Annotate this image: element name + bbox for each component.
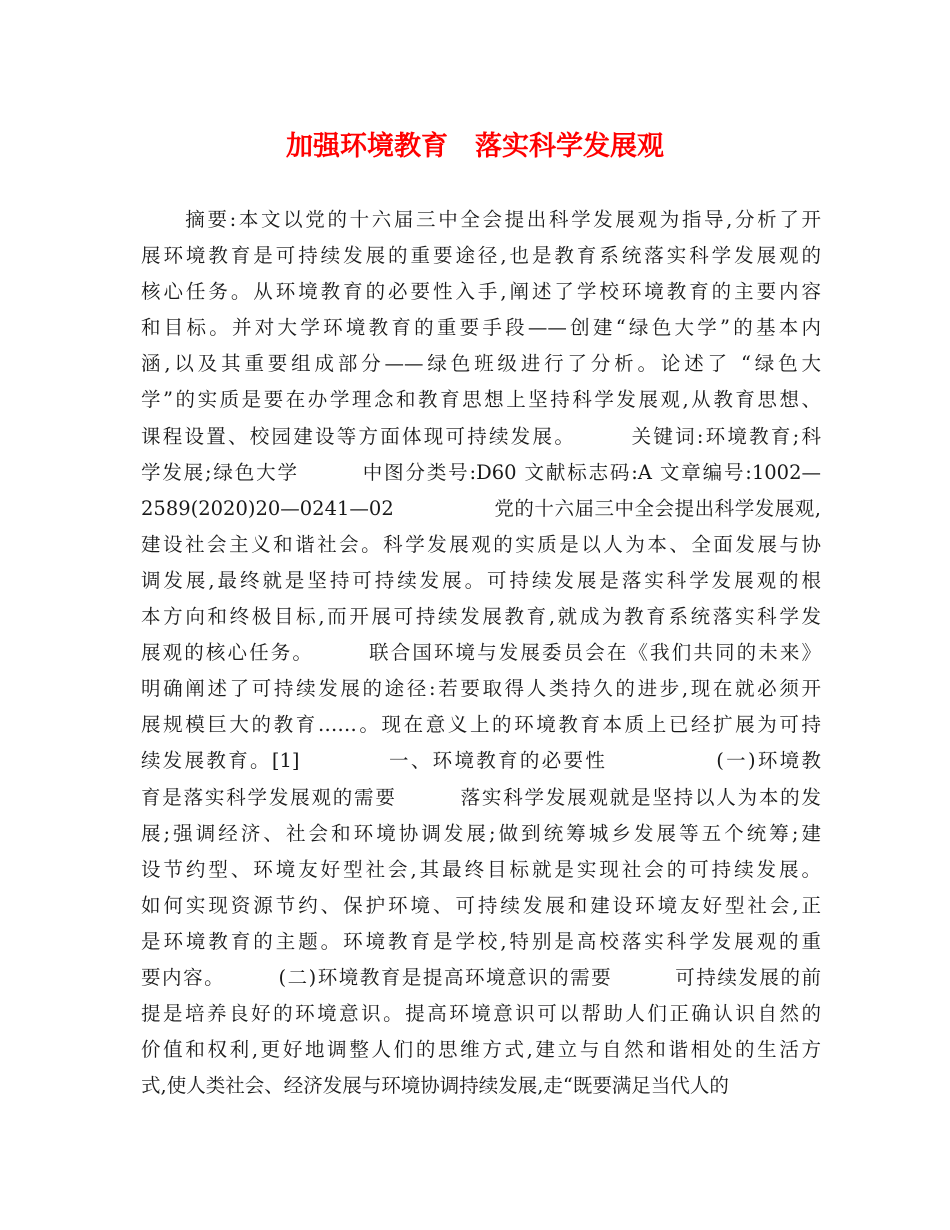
body-text-line: 2589(2020)20—0241—02 党的十六届三中全会提出科学发展观, <box>141 496 821 520</box>
body-text-line: 展环境教育是可持续发展的重要途径,也是教育系统落实科学发展观的 <box>141 244 821 268</box>
document-title: 加强环境教育 落实科学发展观 <box>286 131 664 162</box>
body-text-line: 涵,以及其重要组成部分——绿色班级进行了分析。论述了 “绿色大 <box>141 352 821 376</box>
body-text-line: 如何实现资源节约、保护环境、可持续发展和建设环境友好型社会,正 <box>141 893 821 917</box>
body-text-line: 核心任务。从环境教育的必要性入手,阐述了学校环境教育的主要内容 <box>141 280 821 304</box>
body-text-line: 价值和权利,更好地调整人们的思维方式,建立与自然和谐相处的生活方 <box>141 1038 821 1062</box>
body-text-line: 学发展;绿色大学 中图分类号:D60 文献标志码:A 文章编号:1002— <box>141 460 821 484</box>
body-text-line: 课程设置、校园建设等方面体现可持续发展。 关键词:环境教育;科 <box>141 424 821 448</box>
body-text-line: 和目标。并对大学环境教育的重要手段——创建“绿色大学”的基本内 <box>141 316 821 340</box>
body-text-line: 摘要:本文以党的十六届三中全会提出科学发展观为指导,分析了开 <box>141 208 821 231</box>
body-text-line: 明确阐述了可持续发展的途径:若要取得人类持久的进步,现在就必须开 <box>141 677 821 701</box>
body-text-line: 是环境教育的主题。环境教育是学校,特别是高校落实科学发展观的重 <box>141 929 821 953</box>
body-text-line: 式,使人类社会、经济发展与环境协调持续发展,走“既要满足当代人的 <box>141 1074 729 1098</box>
body-text-line: 展规模巨大的教育……。现在意义上的环境教育本质上已经扩展为可持 <box>141 713 821 737</box>
body-text-line: 建设社会主义和谐社会。科学发展观的实质是以人为本、全面发展与协 <box>141 532 821 556</box>
body-text-line: 提是培养良好的环境意识。提高环境意识可以帮助人们正确认识自然的 <box>141 1002 821 1026</box>
body-text-line: 调发展,最终就是坚持可持续发展。可持续发展是落实科学发展观的根 <box>141 568 821 592</box>
body-text-line: 设节约型、环境友好型社会,其最终目标就是实现社会的可持续发展。 <box>141 857 821 881</box>
body-text-line: 续发展教育。[1] 一、环境教育的必要性 (一)环境教 <box>141 749 821 773</box>
body-text-line: 展;强调经济、社会和环境协调发展;做到统筹城乡发展等五个统筹;建 <box>141 821 821 845</box>
body-text-line: 学”的实质是要在办学理念和教育思想上坚持科学发展观,从教育思想、 <box>141 388 821 412</box>
body-text-line: 展观的核心任务。 联合国环境与发展委员会在《我们共同的未来》 <box>141 641 821 665</box>
body-text-line: 本方向和终极目标,而开展可持续发展教育,就成为教育系统落实科学发 <box>141 605 821 629</box>
document-body <box>141 202 821 1104</box>
body-text-line: 要内容。 (二)环境教育是提高环境意识的需要 可持续发展的前 <box>141 965 821 989</box>
body-text-line: 育是落实科学发展观的需要 落实科学发展观就是坚持以人为本的发 <box>141 785 821 809</box>
